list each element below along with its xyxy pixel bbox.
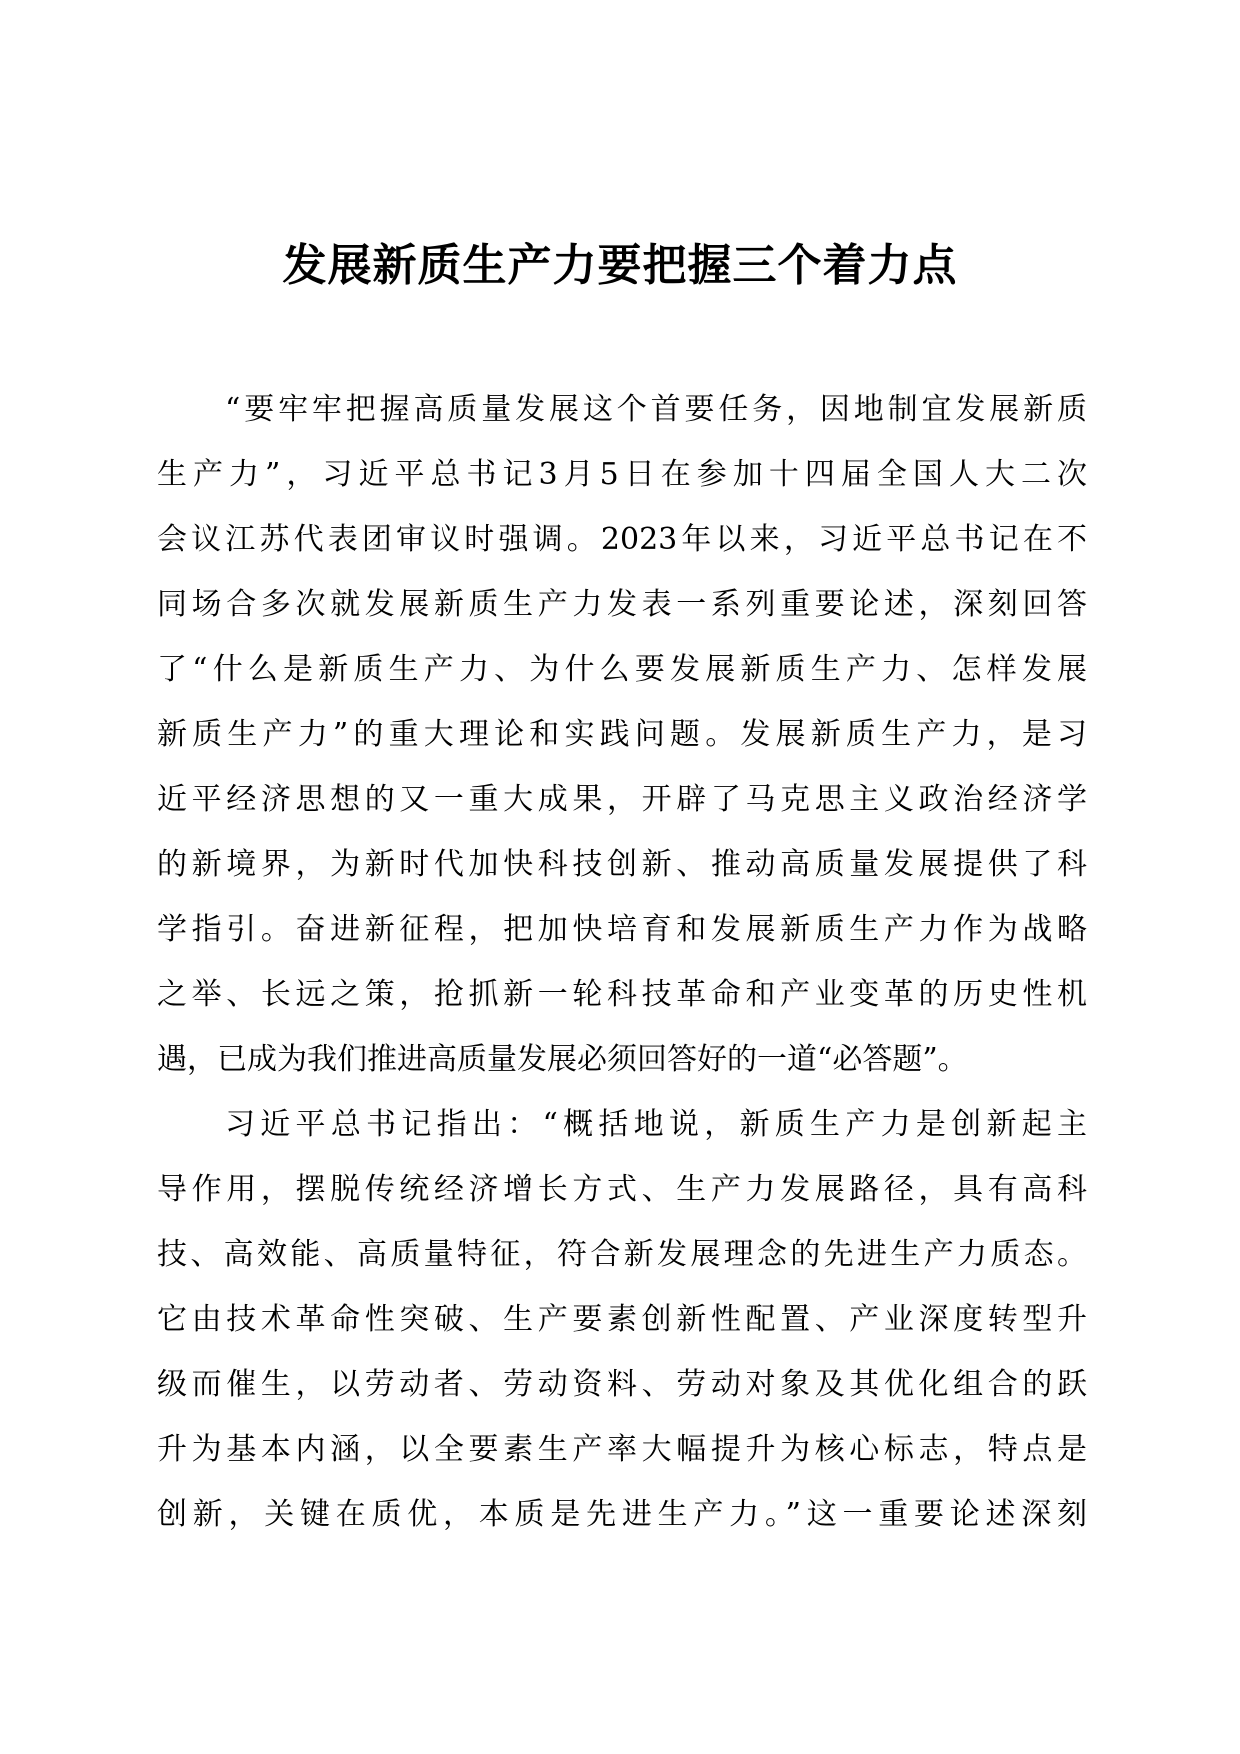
paragraph-2 <box>157 1092 1087 1547</box>
paragraph-line: 了“什么是新质生产力、为什么要发展新质生产力、怎样发展 <box>157 652 1087 687</box>
paragraph-line: 会议江苏代表团审议时强调。2023年以来，习近平总书记在不 <box>157 522 1087 557</box>
paragraph-line: 它由技术革命性突破、生产要素创新性配置、产业深度转型升 <box>157 1302 1087 1337</box>
paragraph-line: 近平经济思想的又一重大成果，开辟了马克思主义政治经济学 <box>157 782 1087 817</box>
paragraph-line: 创新，关键在质优，本质是先进生产力。”这一重要论述深刻 <box>157 1497 1087 1532</box>
paragraph-line: 学指引。奋进新征程，把加快培育和发展新质生产力作为战略 <box>157 912 1087 947</box>
paragraph-line: 的新境界，为新时代加快科技创新、推动高质量发展提供了科 <box>157 847 1087 882</box>
paragraph-line: 导作用，摆脱传统经济增长方式、生产力发展路径，具有高科 <box>157 1172 1087 1207</box>
paragraph-line: 同场合多次就发展新质生产力发表一系列重要论述，深刻回答 <box>157 587 1087 622</box>
paragraph-line: 升为基本内涵，以全要素生产率大幅提升为核心标志，特点是 <box>157 1432 1087 1467</box>
paragraph-line: 新质生产力”的重大理论和实践问题。发展新质生产力，是习 <box>157 717 1087 752</box>
paragraph-line: 之举、长远之策，抢抓新一轮科技革命和产业变革的历史性机 <box>157 977 1087 1012</box>
paragraph-line: 生产力”，习近平总书记3月5日在参加十四届全国人大二次 <box>157 457 1087 492</box>
paragraph-line: 技、高效能、高质量特征，符合新发展理念的先进生产力质态。 <box>157 1237 1087 1272</box>
paragraph-line: “要牢牢把握高质量发展这个首要任务，因地制宜发展新质 <box>225 392 1087 427</box>
paragraph-line: 遇，已成为我们推进高质量发展必须回答好的一道“必答题”。 <box>157 1042 968 1077</box>
document-body <box>157 377 1087 1547</box>
paragraph-1 <box>157 377 1087 1092</box>
paragraph-line: 级而催生，以劳动者、劳动资料、劳动对象及其优化组合的跃 <box>157 1367 1087 1402</box>
document-title: 发展新质生产力要把握三个着力点 <box>282 240 958 291</box>
paragraph-line: 习近平总书记指出：“概括地说，新质生产力是创新起主 <box>225 1107 1087 1142</box>
